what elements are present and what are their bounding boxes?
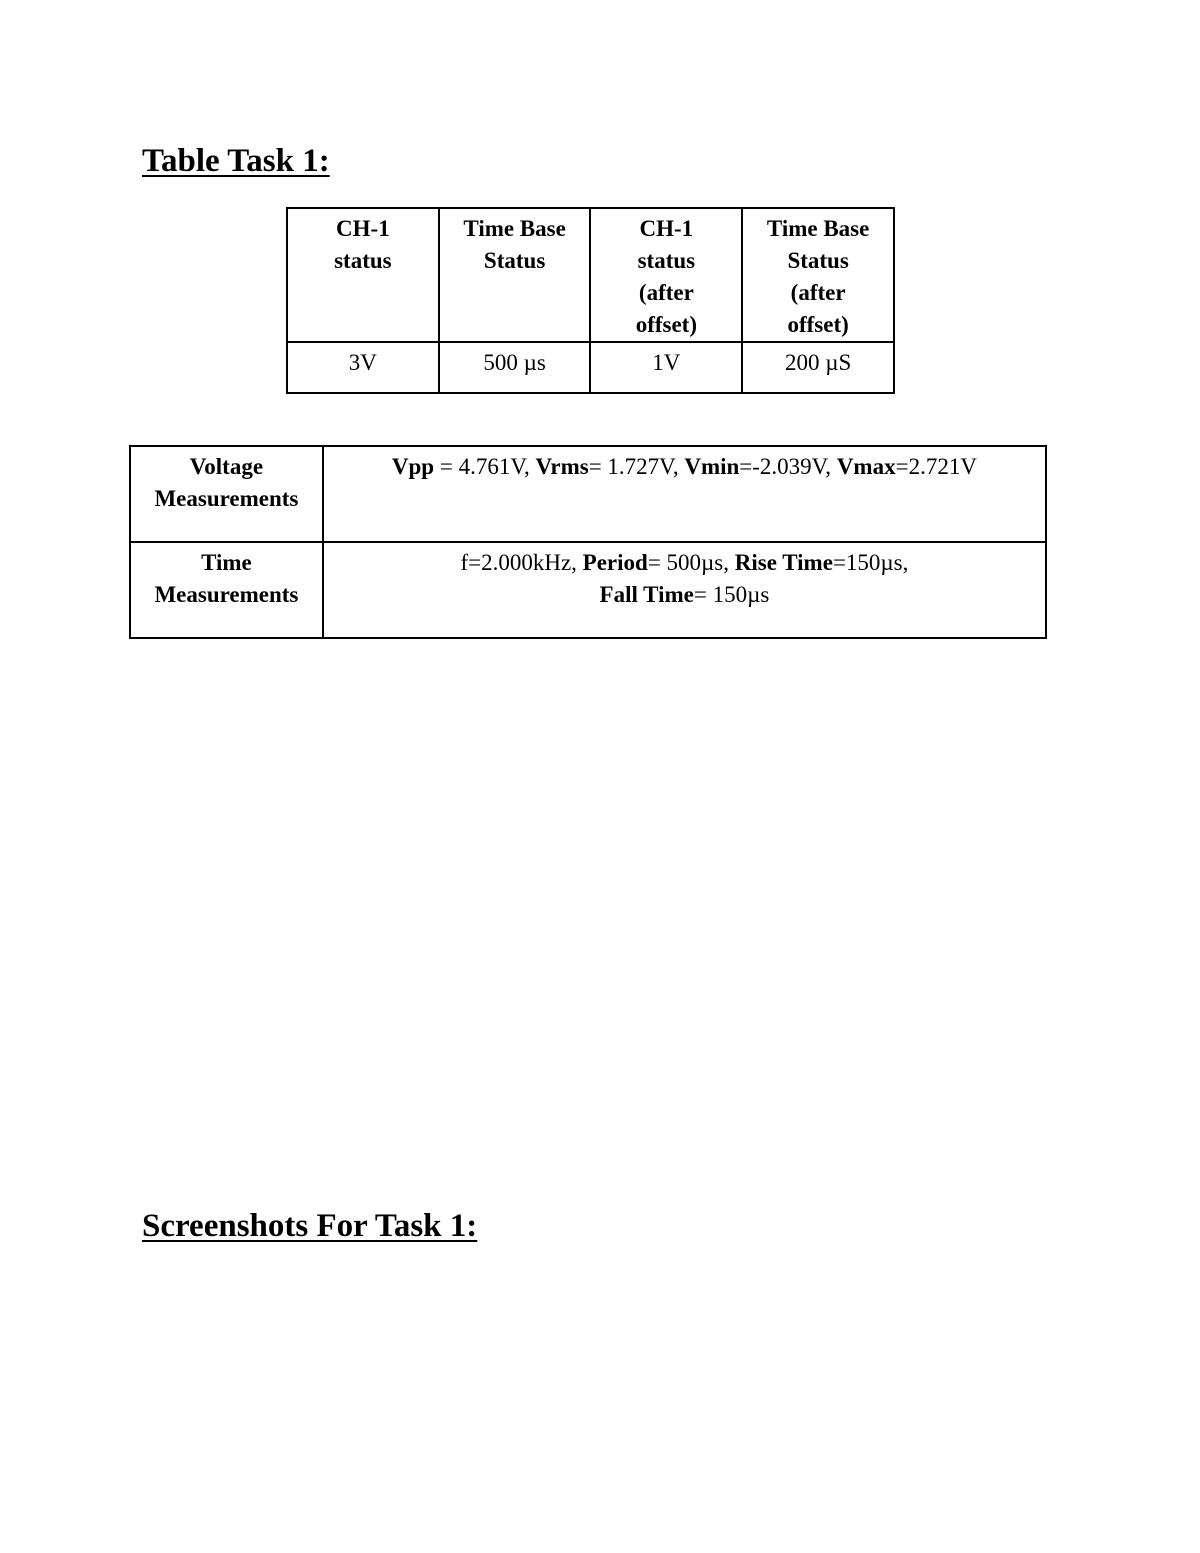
header-line: (after (638, 280, 694, 305)
table-task-heading: Table Task 1: (142, 143, 330, 179)
screenshots-heading: Screenshots For Task 1: (142, 1208, 478, 1244)
header-line: status (637, 248, 696, 273)
time-label (130, 542, 323, 638)
voltage-row (130, 446, 1046, 542)
header-line: (after (790, 280, 846, 305)
vmax-key: Vmax (836, 454, 896, 479)
label-word: Measurements (154, 486, 299, 511)
value-ch1-status-after-offset: 1V (590, 342, 742, 393)
value-time-base-status-after-offset: 200 µS (742, 342, 894, 393)
time-values (323, 542, 1046, 638)
rise-time-value: =150µs, (832, 550, 909, 575)
header-ch1-status-after-offset (590, 208, 742, 342)
time-row (130, 542, 1046, 638)
vmin-value: =-2.039V, (739, 454, 837, 479)
fall-time-key: Fall Time (599, 582, 694, 607)
header-line: CH-1 (639, 216, 694, 241)
fall-time-value: = 150µs (693, 582, 770, 607)
header-line: offset) (787, 312, 849, 337)
frequency-value: f=2.000kHz, (460, 550, 583, 575)
header-line: offset) (635, 312, 697, 337)
vpp-key: Vpp (391, 454, 435, 479)
vpp-value: = 4.761V, (434, 454, 536, 479)
voltage-values (323, 446, 1046, 542)
header-line: Time Base (766, 216, 870, 241)
period-value: = 500µs, (647, 550, 735, 575)
header-line: Status (483, 248, 546, 273)
label-word: Measurements (154, 582, 299, 607)
label-word: Time (201, 550, 252, 575)
header-line: CH-1 (336, 216, 390, 241)
header-time-base-status (439, 208, 591, 342)
value-ch1-status: 3V (287, 342, 439, 393)
vrms-key: Vrms (535, 454, 589, 479)
table-header-row (287, 208, 894, 342)
rise-time-key: Rise Time (734, 550, 833, 575)
header-line: Status (787, 248, 849, 273)
vmax-value: =2.721V (895, 454, 977, 479)
table-value-row (287, 342, 894, 393)
header-ch1-status (287, 208, 439, 342)
period-key: Period (582, 550, 648, 575)
header-line: status (334, 248, 392, 273)
label-word: Voltage (189, 454, 264, 479)
vmin-key: Vmin (684, 454, 740, 479)
measurements-table (129, 445, 1047, 639)
status-table (286, 207, 895, 394)
header-line: Time Base (463, 216, 566, 241)
vrms-value: = 1.727V, (588, 454, 685, 479)
header-time-base-status-after-offset (742, 208, 894, 342)
voltage-label (130, 446, 323, 542)
value-time-base-status: 500 µs (439, 342, 591, 393)
